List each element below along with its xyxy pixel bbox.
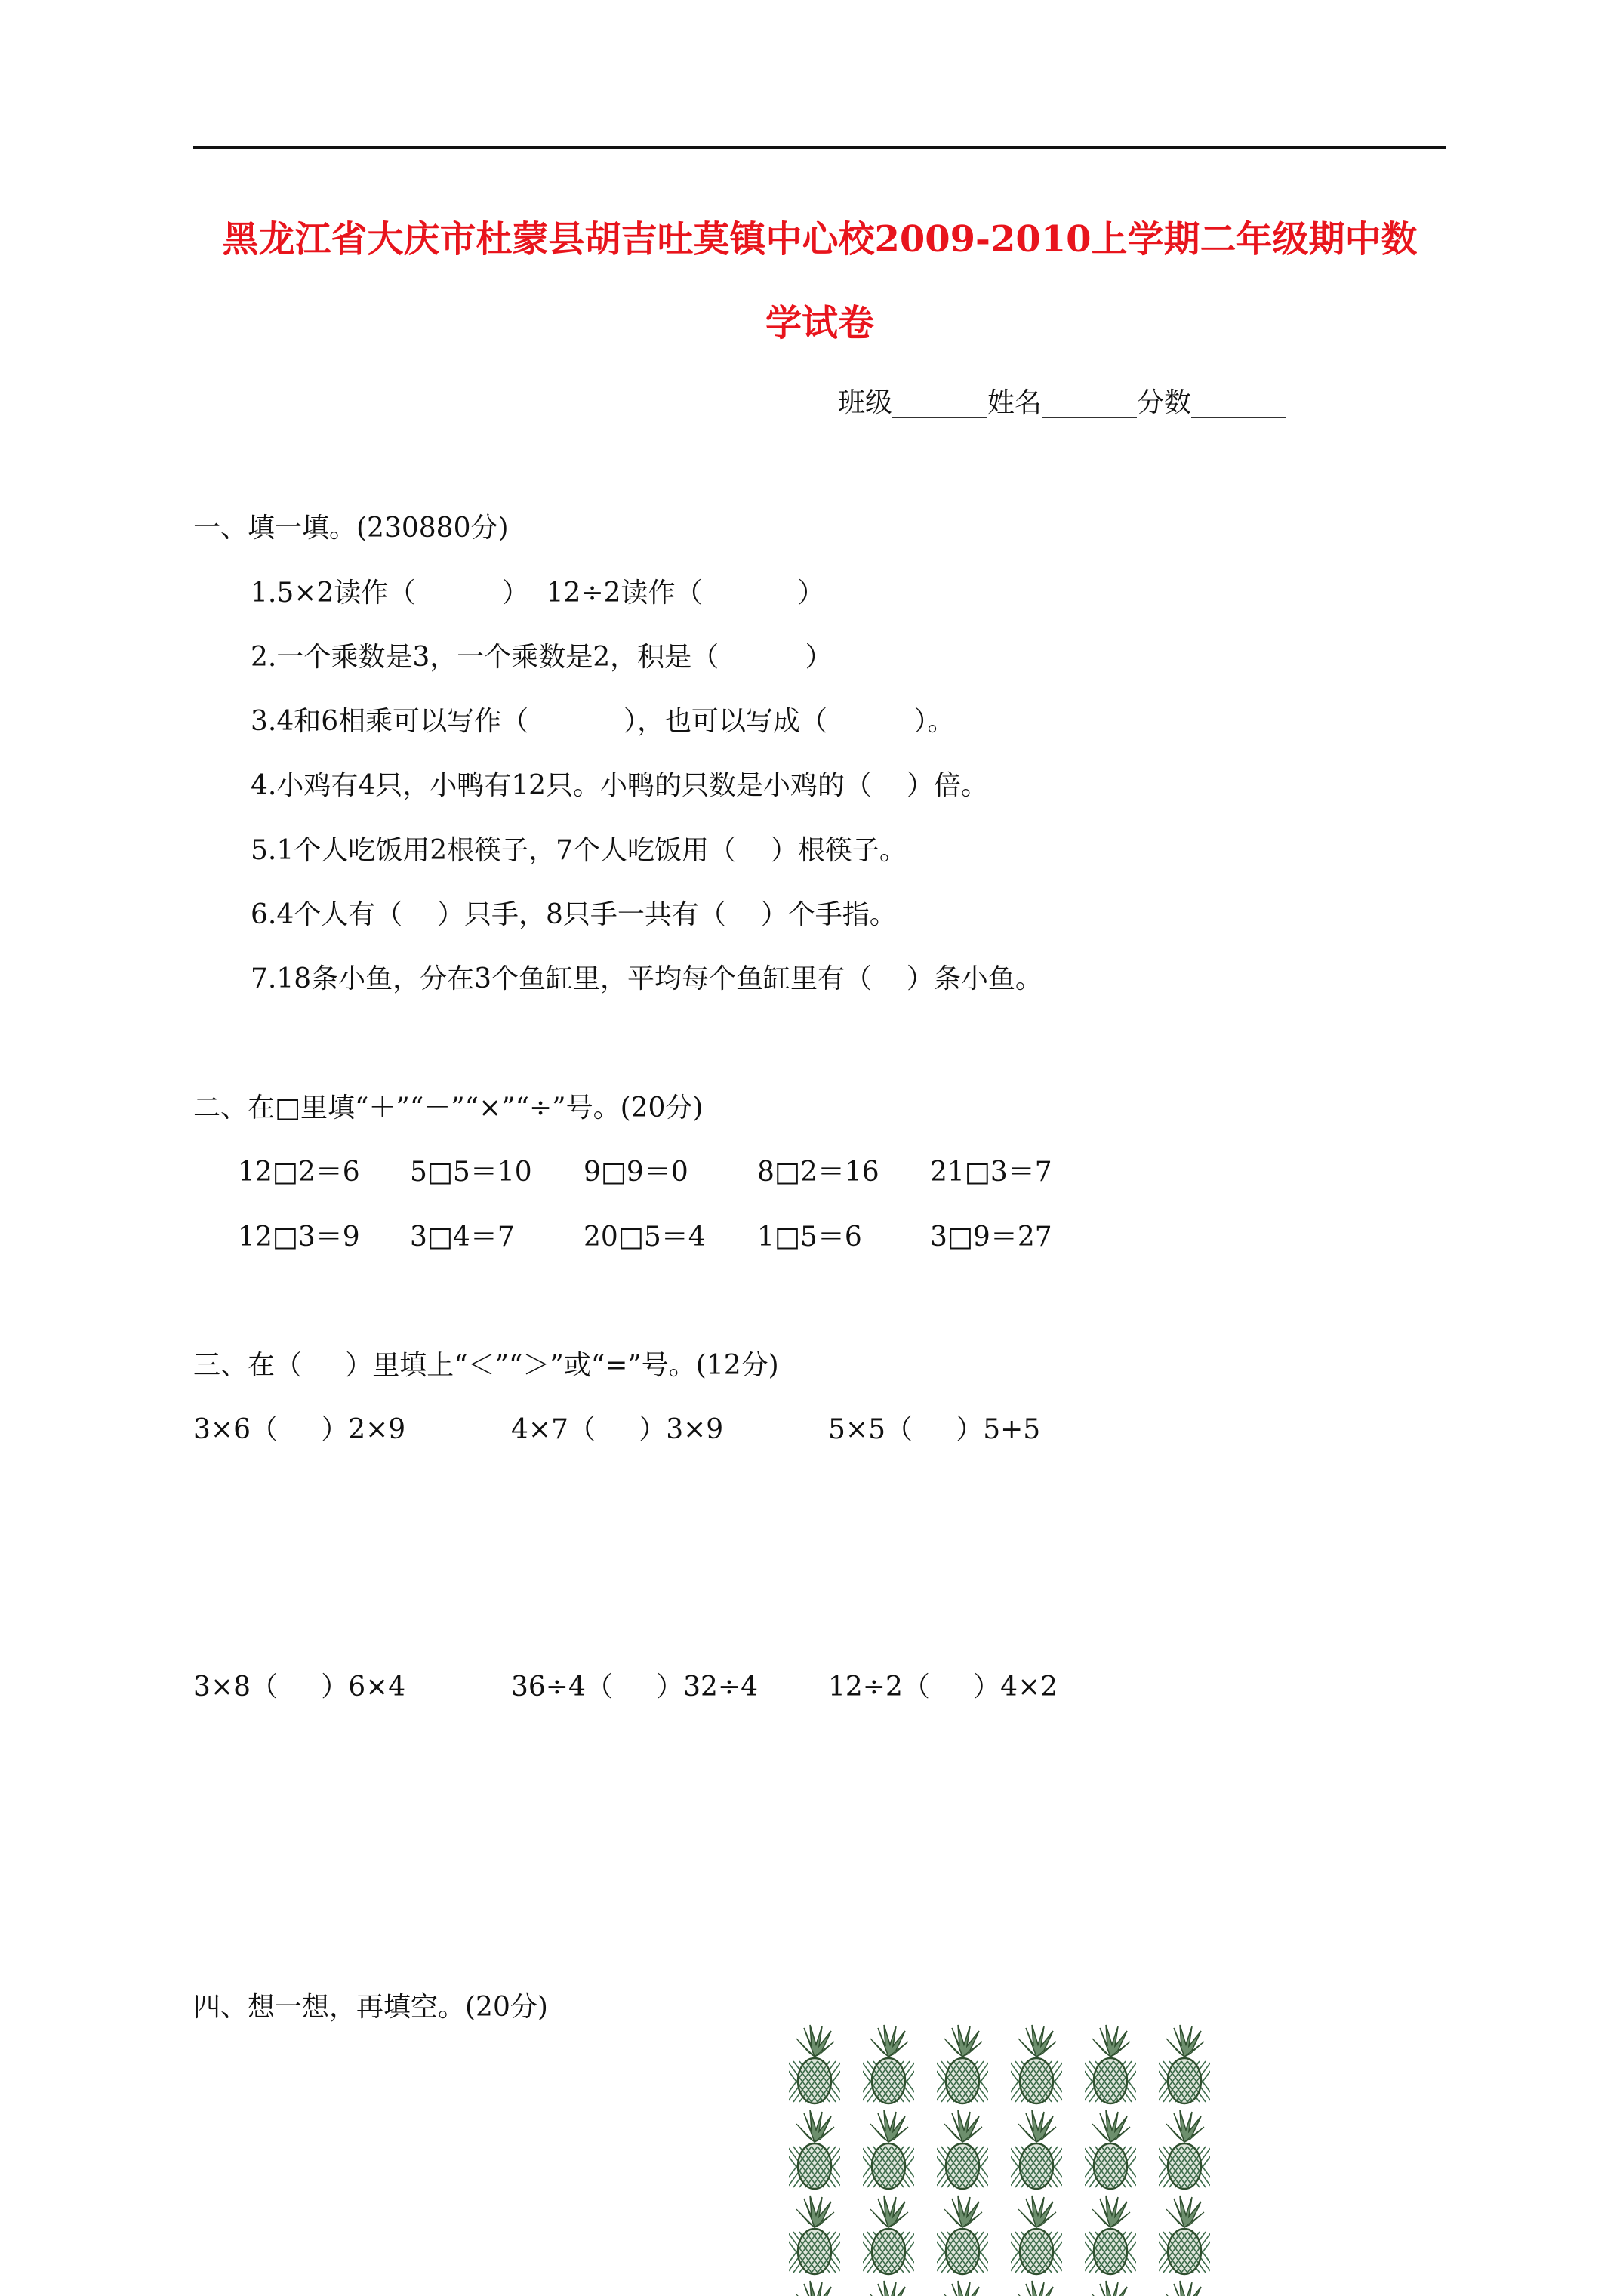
comparison: 12÷2（ ）4×2 (828, 1672, 1058, 1703)
pineapple-icon (863, 2279, 914, 2296)
page-title-line1: 黑龙江省大庆市杜蒙县胡吉吐莫镇中心校2009-2010上学期二年级期中数 (222, 218, 1418, 260)
student-info-line: 班级_______姓名_______分数_______ (838, 387, 1287, 418)
equation: 21□3＝7 (930, 1157, 1052, 1188)
question-6: 6.4个人有（ ）只手，8只手一共有（ ）个手指。 (251, 899, 897, 930)
equation: 20□5＝4 (584, 1222, 706, 1253)
pineapple-picture (789, 2023, 1219, 2296)
pineapple-icon (1085, 2194, 1136, 2277)
equation: 5□5＝10 (410, 1157, 532, 1188)
pineapple-icon (1011, 2109, 1062, 2192)
header-rule (193, 146, 1446, 149)
pineapple-icon (1011, 2194, 1062, 2277)
pineapple-icon (1159, 2109, 1210, 2192)
equation: 3□9＝27 (930, 1222, 1052, 1253)
equation: 12□2＝6 (238, 1157, 360, 1188)
question-7: 7.18条小鱼，分在3个鱼缸里，平均每个鱼缸里有（ ）条小鱼。 (251, 963, 1042, 994)
pineapple-icon (1011, 2023, 1062, 2106)
page-title-line2: 学试卷 (765, 302, 874, 344)
question-4: 4.小鸡有4只，小鸭有12只。小鸭的只数是小鸡的（ ）倍。 (251, 770, 988, 801)
pineapple-icon (1085, 2109, 1136, 2192)
equation: 1□5＝6 (757, 1222, 862, 1253)
section3-heading: 三、在（ ）里填上“＜”“＞”或“=”号。(12分) (193, 1350, 779, 1381)
pineapple-icon (937, 2279, 988, 2296)
pineapple-icon (1085, 2023, 1136, 2106)
question-2: 2.一个乘数是3，一个乘数是2，积是（ ） (251, 642, 833, 673)
comparison: 3×8（ ）6×4 (193, 1672, 406, 1703)
pineapple-icon (863, 2194, 914, 2277)
comparison: 5×5（ ）5+5 (828, 1414, 1041, 1445)
equation: 8□2＝16 (757, 1157, 879, 1188)
pineapple-icon (789, 2194, 840, 2277)
equation: 3□4＝7 (410, 1222, 515, 1253)
section1-heading: 一、填一填。(230880分) (193, 513, 509, 544)
section2-heading: 二、在□里填“＋”“－”“×”“÷”号。(20分) (193, 1093, 704, 1123)
pineapple-icon (789, 2109, 840, 2192)
pineapple-icon (863, 2023, 914, 2106)
pineapple-icon (1011, 2279, 1062, 2296)
pineapple-icon (1159, 2279, 1210, 2296)
question-5: 5.1个人吃饭用2根筷子，7个人吃饭用（ ）根筷子。 (251, 835, 907, 866)
pineapple-icon (1159, 2023, 1210, 2106)
pineapple-icon (1159, 2194, 1210, 2277)
question-3: 3.4和6相乘可以写作（ ），也可以写成（ ）。 (251, 706, 955, 737)
pineapple-icon (937, 2194, 988, 2277)
equation: 9□9＝0 (584, 1157, 688, 1188)
pineapple-icon (937, 2109, 988, 2192)
pineapple-icon (789, 2279, 840, 2296)
comparison: 36÷4（ ）32÷4 (511, 1672, 758, 1703)
equation: 12□3＝9 (238, 1222, 360, 1253)
pineapple-icon (937, 2023, 988, 2106)
pineapple-icon (1085, 2279, 1136, 2296)
comparison: 4×7（ ）3×9 (511, 1414, 724, 1445)
pineapple-icon (789, 2023, 840, 2106)
question-1: 1.5×2读作（ ） 12÷2读作（ ） (251, 578, 825, 609)
comparison: 3×6（ ）2×9 (193, 1414, 406, 1445)
section4-heading: 四、想一想，再填空。(20分) (193, 1992, 548, 2023)
pineapple-icon (863, 2109, 914, 2192)
